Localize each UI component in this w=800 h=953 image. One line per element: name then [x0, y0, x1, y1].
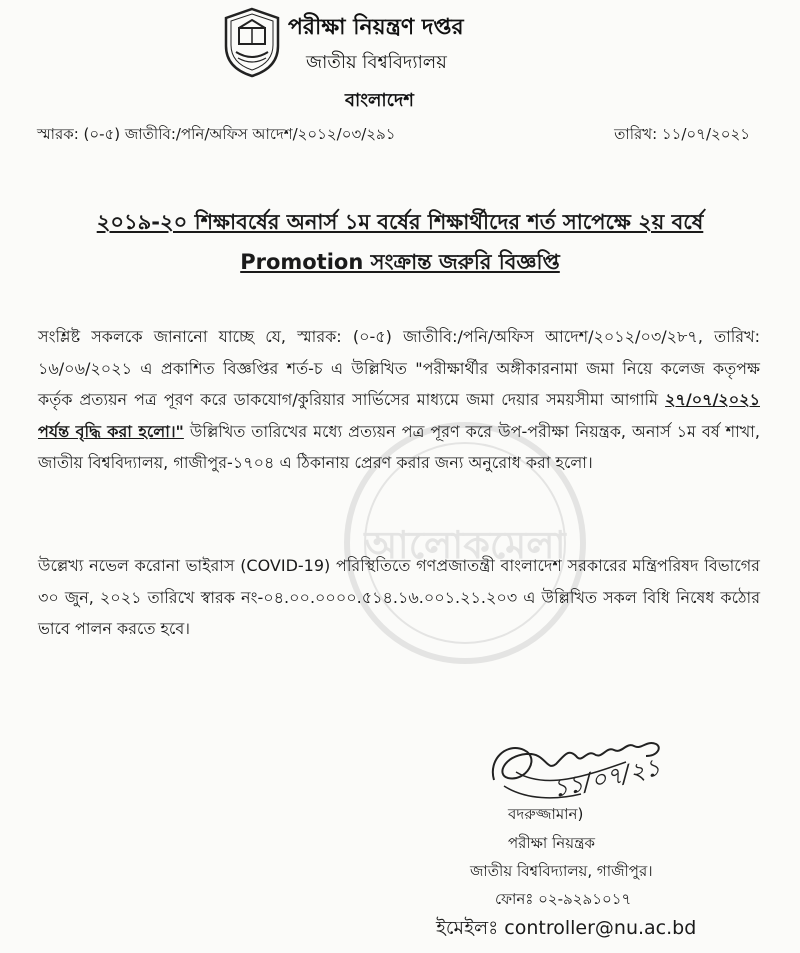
- signatory-name: বদরুজ্জামান): [508, 805, 584, 823]
- signatory-email: ইমেইলঃ controller@nu.ac.bd: [436, 917, 697, 939]
- notice-paragraph-1: [38, 321, 760, 479]
- paragraph-1-text-b: উল্লিখিত তারিখের মধ্যে প্রত্যয়ন পত্র পূরণ করে উপ-পরীক্ষা নিয়ন্ত্রক, অনার্স ১ম বর্ষ শাখা, জাতীয় বিশ্ববিদ্যালয়, গাজীপুর-১৭০৪ এ ঠিকানায় প্রেরণ করার জন্য অনুরোধ করা হলো।: [38, 421, 760, 472]
- signature-date: ১১/০৭/২১: [549, 752, 664, 804]
- watermark-text: আলোকমেলা: [364, 523, 566, 567]
- signatory-designation: পরীক্ষা নিয়ন্ত্রক: [508, 834, 595, 852]
- memo-reference: স্মারক: (০-৫) জাতীবি:/পনি/অফিস আদেশ/২০১২/০৩/২৯১: [37, 125, 396, 143]
- notice-title-line-1: ২০১৯-২০ শিক্ষাবর্ষের অনার্স ১ম বর্ষের শিক্ষার্থীদের শর্ত সাপেক্ষে ২য় বর্ষে: [96, 210, 704, 234]
- office-name: পরীক্ষা নিয়ন্ত্রণ দপ্তর: [288, 15, 464, 40]
- notice-paragraph-2: উল্লেখ্য নভেল করোনা ভাইরাস (COVID-19) পরিস্থিতিতে গণপ্রজাতন্ত্রী বাংলাদেশ সরকারের মন্ত্রিপরিষদ বিভাগের ৩০ জুন, ২০২১ তারিখে স্বারক নং-০৪.০০.০০০০.৫১৪.১৬.০০১.২১.২০৩ এ উল্লিখিত সকল বিধি নিষেধ কঠোর ভাবে পালন করতে হবে।: [38, 556, 760, 638]
- university-seal-icon: [222, 6, 282, 78]
- extended-deadline: ২৭/০৭/২০২১ পর্যন্ত বৃদ্ধি করা হলো।": [38, 390, 760, 441]
- signatory-office: জাতীয় বিশ্ববিদ্যালয়, গাজীপুর।: [470, 862, 653, 880]
- signatory-phone: ফোনঃ ০২-৯২৯১০১৭: [495, 890, 632, 908]
- notice-title-line-2: Promotion সংক্রান্ত জরুরি বিজ্ঞপ্তি: [240, 250, 560, 274]
- university-name: জাতীয় বিশ্ববিদ্যালয়: [306, 52, 447, 73]
- memo-date: তারিখ: ১১/০৭/২০২১: [614, 125, 750, 143]
- paragraph-1-text-a: সংশ্লিষ্ট সকলকে জানানো যাচ্ছে যে, স্মারক: (০-৫) জাতীবি:/পনি/অফিস আদেশ/২০১২/০৩/২৮৭, তারিখ: ১৬/০৬/২০২১ এ প্রকাশিত বিজ্ঞপ্তির শর্ত-চ এ উল্লিখিত "পরীক্ষার্থীর অঙ্গীকারনামা জমা নিয়ে কলেজ কতৃপক্ষ কর্তৃক প্রত্যয়ন পত্র পূরণ করে ডাকযোগ/কুরিয়ার সার্ভিসের মাধ্যমে জমা দেয়ার সময়সীমা আগামি: [38, 327, 760, 409]
- country-name: বাংলাদেশ: [345, 90, 414, 111]
